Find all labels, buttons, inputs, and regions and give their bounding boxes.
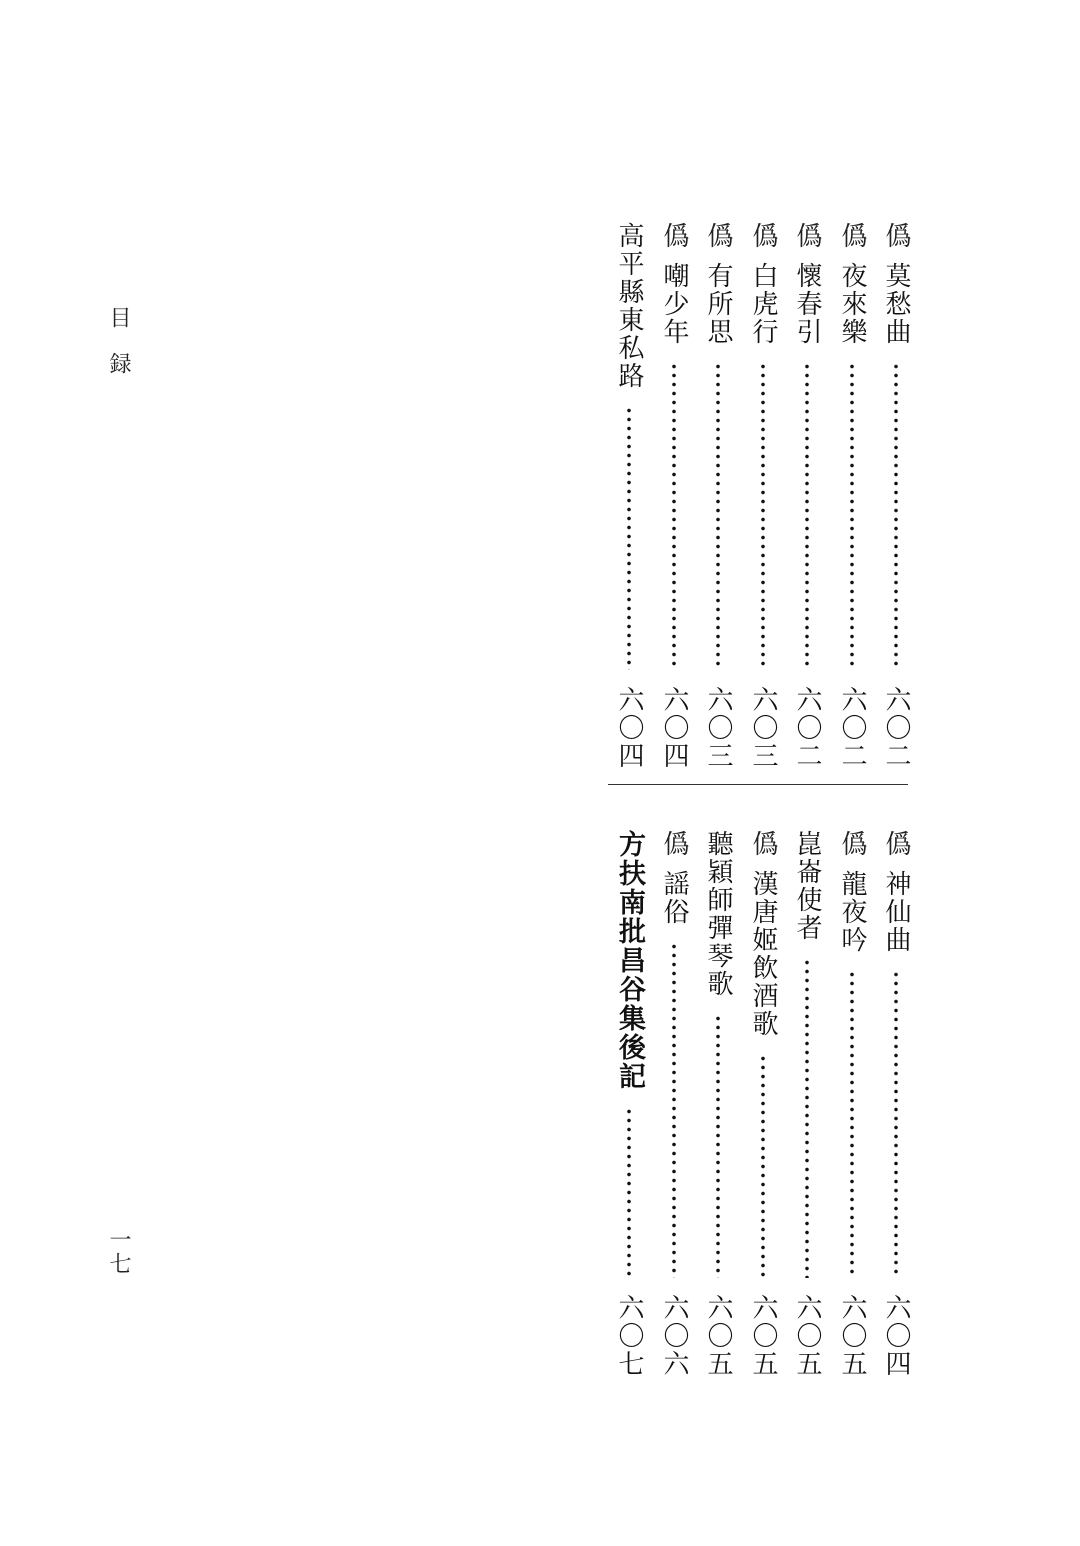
spurious-mark: 僞 [881, 222, 911, 248]
entry-page: 六〇四 [881, 1294, 911, 1378]
toc-entry[interactable] [874, 222, 918, 770]
spurious-mark: 僞 [703, 222, 733, 248]
toc-entry[interactable] [741, 830, 785, 1378]
toc-entry[interactable] [652, 830, 696, 1378]
spurious-mark: 僞 [748, 222, 778, 248]
dot-leader [626, 406, 632, 670]
entry-page: 六〇五 [837, 1294, 867, 1378]
entry-title: 懷春引 [792, 262, 822, 346]
dot-leader [715, 1014, 721, 1278]
dot-leader [715, 362, 721, 670]
section-divider [608, 784, 908, 785]
entry-title: 夜來樂 [837, 262, 867, 346]
toc-entry[interactable] [830, 222, 874, 770]
toc-entry[interactable] [741, 222, 785, 770]
spurious-mark: 僞 [659, 222, 689, 248]
entry-page: 六〇四 [659, 686, 689, 770]
dot-leader [760, 1054, 766, 1278]
entry-page: 六〇五 [748, 1294, 778, 1378]
spurious-mark: 僞 [837, 222, 867, 248]
entry-title: 崑崙使者 [792, 830, 822, 942]
entry-page: 六〇二 [792, 686, 822, 770]
entry-title: 白虎行 [748, 262, 778, 346]
dot-leader [671, 942, 677, 1278]
entry-title: 漢唐姬飲酒歌 [748, 870, 778, 1038]
entry-page: 六〇二 [837, 686, 867, 770]
dot-leader [804, 362, 810, 670]
entry-page: 六〇六 [659, 1294, 689, 1378]
entry-title: 聽穎師彈琴歌 [703, 830, 733, 998]
spurious-mark: 僞 [748, 830, 778, 856]
spurious-mark: 僞 [881, 830, 911, 856]
entry-page: 六〇五 [792, 1294, 822, 1378]
spurious-mark: 僞 [792, 222, 822, 248]
toc-entry[interactable] [652, 222, 696, 770]
running-title: 目録 [106, 306, 131, 398]
entry-page: 六〇三 [748, 686, 778, 770]
toc-entry[interactable] [785, 222, 829, 770]
dot-leader [804, 958, 810, 1278]
entry-page: 六〇二 [881, 686, 911, 770]
dot-leader [893, 970, 899, 1278]
spurious-mark: 僞 [837, 830, 867, 856]
toc-entry[interactable] [696, 222, 740, 770]
dot-leader [626, 1107, 632, 1278]
entry-page: 六〇四 [614, 686, 644, 770]
dot-leader [893, 362, 899, 670]
entry-title: 方扶南批昌谷集後記 [614, 830, 645, 1091]
dot-leader [849, 362, 855, 670]
toc-entry[interactable] [830, 830, 874, 1378]
entry-title: 謡俗 [659, 870, 689, 926]
toc-entry[interactable] [696, 830, 740, 1378]
entry-title: 莫愁曲 [881, 262, 911, 346]
dot-leader [671, 362, 677, 670]
toc-entry[interactable] [607, 222, 651, 770]
entry-title: 龍夜吟 [837, 870, 867, 954]
entry-page: 六〇五 [703, 1294, 733, 1378]
entry-page: 六〇七 [614, 1294, 644, 1378]
entry-page: 六〇三 [703, 686, 733, 770]
toc-entry[interactable] [785, 830, 829, 1378]
entry-title: 神仙曲 [881, 870, 911, 954]
toc-entry[interactable] [874, 830, 918, 1378]
toc-entry[interactable] [607, 830, 651, 1378]
dot-leader [760, 362, 766, 670]
spurious-mark: 僞 [659, 830, 689, 856]
dot-leader [849, 970, 855, 1278]
entry-title: 高平縣東私路 [614, 222, 644, 390]
folio-number: 一七 [106, 1228, 131, 1276]
entry-title: 嘲少年 [659, 262, 689, 346]
entry-title: 有所思 [703, 262, 733, 346]
